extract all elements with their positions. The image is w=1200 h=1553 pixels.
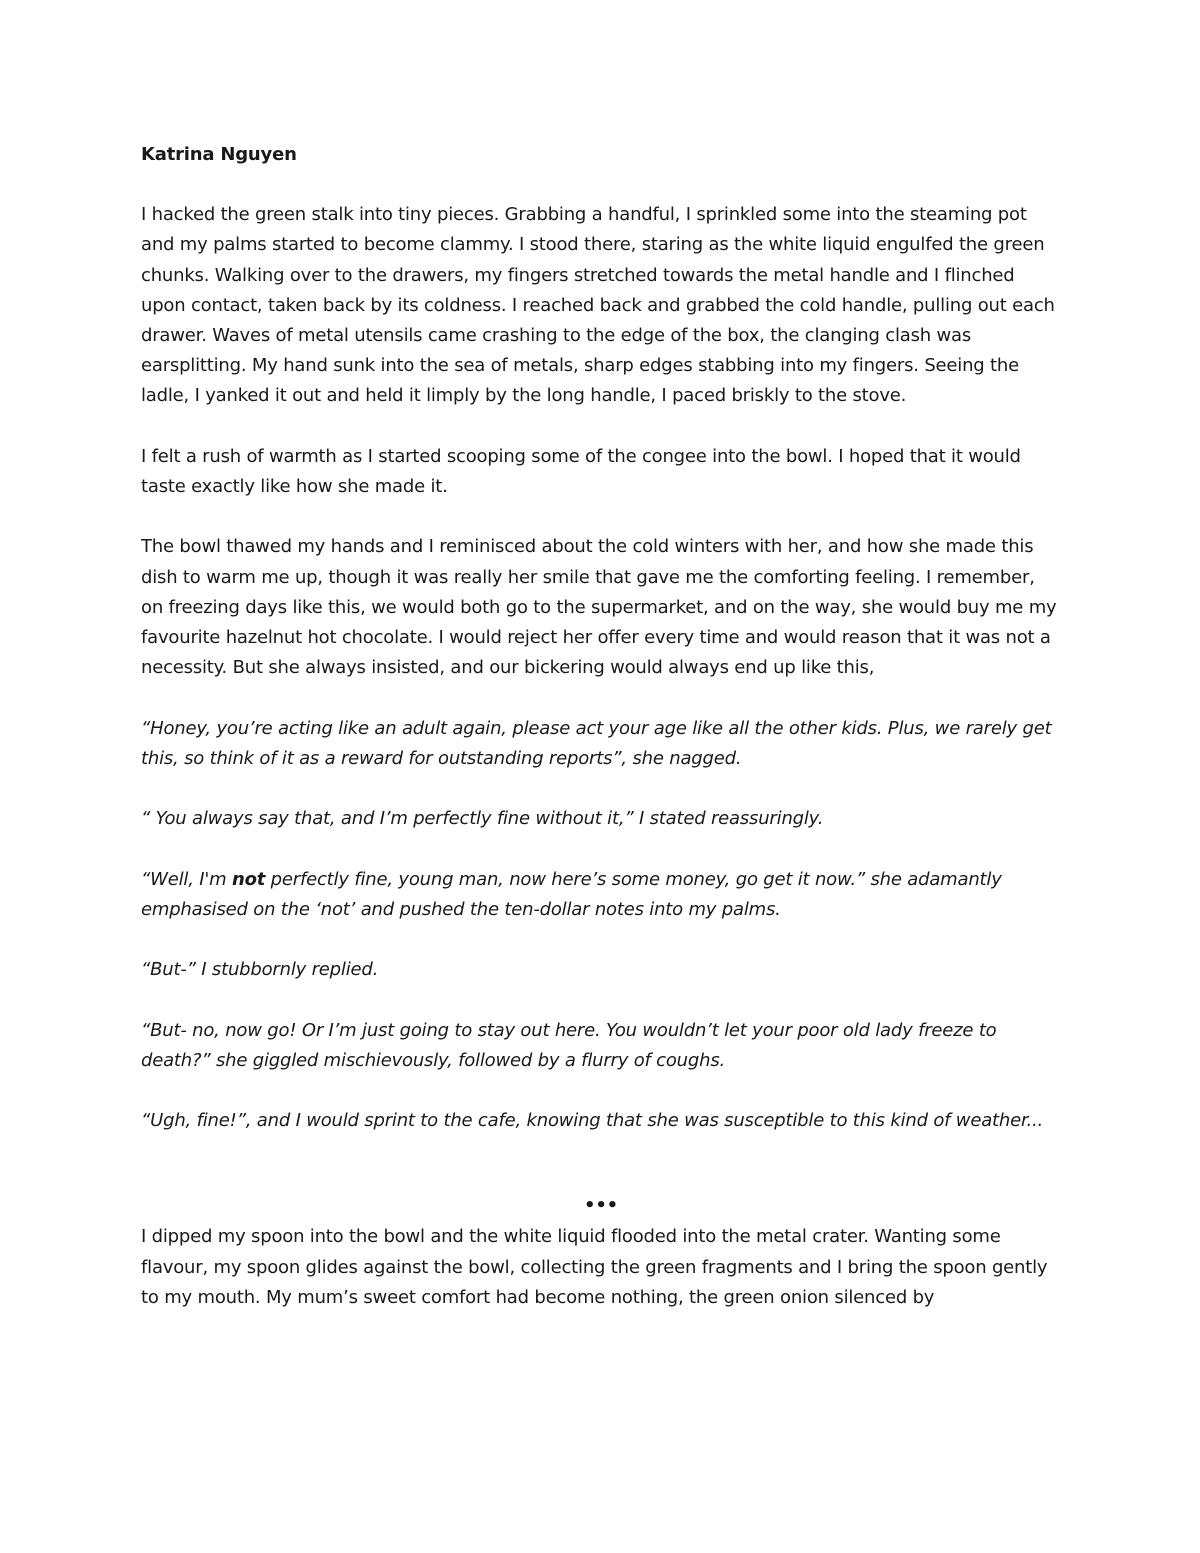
emphasis-not: not — [231, 868, 266, 890]
paragraph-closing: I dipped my spoon into the bowl and the white liquid flooded into the metal crater. Wanting some flavour, my spoon glides against the bowl, collecting the green fragments and I bring the spoon gently to my mouth. My mum’s sweet comfort had become nothing, the green onion silenced by — [141, 1226, 1048, 1308]
paragraph-chopping: I hacked the green stalk into tiny pieces. Grabbing a handful, I sprinkled some into the steaming pot and my palms started to become clammy. I stood there, staring as the white liquid engulfed the green chunks. Walking over to the drawers, my fingers stretched towards the metal handle and I flinched upon contact, taken back by its coldness. I reached back and grabbed the cold handle, pulling out each drawer. Waves of metal utensils came crashing to the edge of the box, the clanging clash was earsplitting. My hand sunk into the sea of metals, sharp edges stabbing into my fingers. Seeing the ladle, I yanked it out and held it limply by the long handle, I paced briskly to the stove. — [141, 204, 1055, 407]
document-body — [141, 140, 1061, 1313]
dialogue-honey: “Honey, you’re acting like an adult again, please act your age like all the other kids. Plus, we rarely get this, so think of it as a reward for outstanding reports”, she nagged. — [141, 717, 1052, 769]
dialogue-not-fine-end: perfectly fine, young man, now here’s some money, go get it now.” she adamantly emphasised on the ‘not’ and pushed the ten-dollar notes into my palms. — [141, 868, 1002, 920]
paragraph-warmth: I felt a rush of warmth as I started scooping some of the congee into the bowl. I hoped that it would taste exactly like how she made it. — [141, 445, 1021, 498]
dialogue-always-say: “ You always say that, and I’m perfectly fine without it,” I stated reassuringly. — [141, 808, 824, 830]
dialogue-not-fine — [141, 865, 1061, 925]
author-name: Katrina Nguyen — [141, 144, 297, 165]
dialogue-ugh-fine: “Ugh, fine!”, and I would sprint to the cafe, knowing that she was susceptible to this kind of weather... — [141, 1110, 1044, 1132]
dialogue-now-go: “But- no, now go! Or I’m just going to stay out here. You wouldn’t let your poor old lady freeze to death?” she giggled mischievously, followed by a flurry of coughs. — [141, 1019, 997, 1071]
dialogue-but: “But-” I stubbornly replied. — [141, 959, 379, 981]
section-separator: ••• — [584, 1195, 618, 1217]
dialogue-not-fine-start: “Well, I'm — [141, 868, 232, 890]
paragraph-memory: The bowl thawed my hands and I reminisced about the cold winters with her, and how she made this dish to warm me up, though it was really her smile that gave me the comforting feeling. I remember, on freezing days like this, we would both go to the supermarket, and on the way, she would buy me my favourite hazelnut hot chocolate. I would reject her offer every time and would reason that it was not a necessity. But she always insisted, and our bickering would always end up like this, — [141, 536, 1057, 679]
